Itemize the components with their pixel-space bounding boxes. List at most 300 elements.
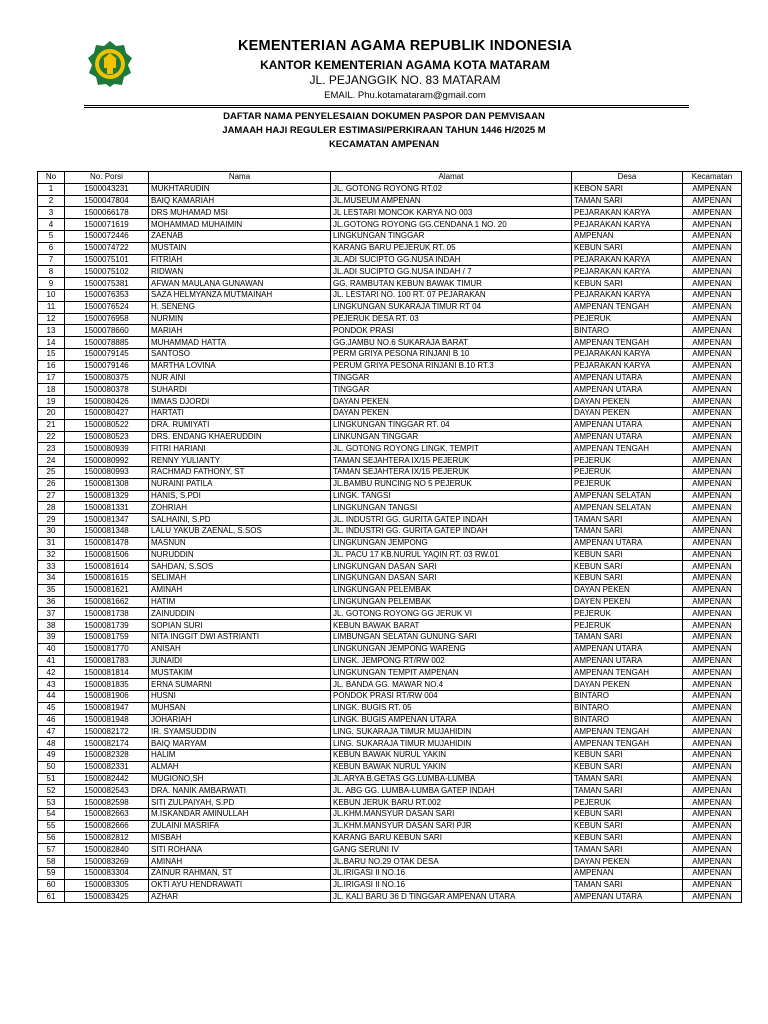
cell-alamat: PERM GRIYA PESONA RINJANI B 10 <box>331 348 572 360</box>
document-subtitle: JAMAAH HAJI REGULER ESTIMASI/PERKIRAAN TAHUN 1446 H/2025 M <box>222 125 546 136</box>
table-row <box>38 573 742 585</box>
cell-kecamatan: AMPENAN <box>683 254 742 266</box>
cell-porsi: 1500081759 <box>65 632 149 644</box>
cell-no: 57 <box>38 844 65 856</box>
cell-no: 49 <box>38 750 65 762</box>
table-row <box>38 490 742 502</box>
cell-desa: KEBUN SARI <box>572 561 683 573</box>
table-row <box>38 655 742 667</box>
table-row <box>38 360 742 372</box>
col-header-no: No <box>38 172 65 184</box>
table-row <box>38 714 742 726</box>
cell-porsi: 1500081738 <box>65 608 149 620</box>
cell-no: 18 <box>38 384 65 396</box>
table-row <box>38 702 742 714</box>
cell-kecamatan: AMPENAN <box>683 372 742 384</box>
cell-kecamatan: AMPENAN <box>683 596 742 608</box>
cell-desa: PEJERUK <box>572 455 683 467</box>
table-row <box>38 879 742 891</box>
cell-no: 51 <box>38 773 65 785</box>
cell-desa: PEJARAKAN KARYA <box>572 219 683 231</box>
col-header-alamat: Alamat <box>331 172 572 184</box>
cell-no: 41 <box>38 655 65 667</box>
table-row <box>38 537 742 549</box>
cell-nama: SAHDAN, S.SOS <box>149 561 331 573</box>
cell-nama: SOPIAN SURI <box>149 620 331 632</box>
table-row <box>38 525 742 537</box>
cell-alamat: DAYAN PEKEN <box>331 396 572 408</box>
cell-kecamatan: AMPENAN <box>683 891 742 903</box>
cell-desa: PEJERUK <box>572 608 683 620</box>
table-row <box>38 348 742 360</box>
cell-porsi: 1500075102 <box>65 266 149 278</box>
cell-alamat: LING. SUKARAJA TIMUR MUJAHIDIN <box>331 726 572 738</box>
cell-kecamatan: AMPENAN <box>683 266 742 278</box>
cell-nama: HARTATI <box>149 407 331 419</box>
cell-desa: TAMAN SARI <box>572 632 683 644</box>
cell-desa: KEBUN SARI <box>572 750 683 762</box>
cell-desa: PEJARAKAN KARYA <box>572 207 683 219</box>
table-row <box>38 230 742 242</box>
cell-no: 13 <box>38 325 65 337</box>
cell-nama: MISBAH <box>149 832 331 844</box>
cell-alamat: DAYAN PEKEN <box>331 407 572 419</box>
cell-kecamatan: AMPENAN <box>683 490 742 502</box>
cell-no: 25 <box>38 466 65 478</box>
cell-no: 16 <box>38 360 65 372</box>
cell-alamat: JL.BAMBU RUNCING NO 5 PEJERUK <box>331 478 572 490</box>
cell-no: 40 <box>38 643 65 655</box>
cell-nama: ERNA SUMARNI <box>149 679 331 691</box>
table-row <box>38 266 742 278</box>
cell-desa: PEJARAKAN KARYA <box>572 348 683 360</box>
cell-desa: PEJERUK <box>572 478 683 490</box>
document-title: DAFTAR NAMA PENYELESAIAN DOKUMEN PASPOR DAN PEMVISAAN <box>223 111 545 122</box>
cell-nama: DRA. RUMIYATI <box>149 419 331 431</box>
cell-nama: ANISAH <box>149 643 331 655</box>
cell-desa: DAYAN PEKEN <box>572 856 683 868</box>
cell-alamat: JL. GOTONG ROYONG LINGK. TEMPIT <box>331 443 572 455</box>
cell-alamat: LINGKUNGAN TANGSI <box>331 502 572 514</box>
cell-kecamatan: AMPENAN <box>683 655 742 667</box>
cell-porsi: 1500081814 <box>65 667 149 679</box>
cell-no: 48 <box>38 738 65 750</box>
cell-nama: ZAENAB <box>149 230 331 242</box>
cell-no: 56 <box>38 832 65 844</box>
table-row <box>38 643 742 655</box>
cell-no: 10 <box>38 289 65 301</box>
cell-no: 14 <box>38 337 65 349</box>
cell-porsi: 1500082598 <box>65 797 149 809</box>
cell-kecamatan: AMPENAN <box>683 396 742 408</box>
cell-no: 47 <box>38 726 65 738</box>
cell-porsi: 1500082666 <box>65 820 149 832</box>
cell-kecamatan: AMPENAN <box>683 360 742 372</box>
cell-porsi: 1500082328 <box>65 750 149 762</box>
cell-no: 29 <box>38 514 65 526</box>
table-row <box>38 289 742 301</box>
cell-nama: AMINAH <box>149 856 331 868</box>
cell-porsi: 1500066178 <box>65 207 149 219</box>
cell-no: 46 <box>38 714 65 726</box>
cell-kecamatan: AMPENAN <box>683 301 742 313</box>
table-row <box>38 596 742 608</box>
cell-kecamatan: AMPENAN <box>683 844 742 856</box>
col-header-kecamatan: Kecamatan <box>683 172 742 184</box>
cell-nama: MUHSAN <box>149 702 331 714</box>
cell-no: 61 <box>38 891 65 903</box>
cell-porsi: 1500081906 <box>65 691 149 703</box>
cell-desa: DAYAN PEKEN <box>572 679 683 691</box>
cell-desa: PEJERUK <box>572 797 683 809</box>
cell-alamat: KEBUN BAWAK NURUL YAKIN <box>331 761 572 773</box>
cell-no: 9 <box>38 278 65 290</box>
cell-porsi: 1500081783 <box>65 655 149 667</box>
cell-nama: MOHAMMAD MUHAIMIN <box>149 219 331 231</box>
cell-desa: AMPENAN TENGAH <box>572 667 683 679</box>
table-row <box>38 301 742 313</box>
cell-alamat: LINGKUNGAN JEMPONG WARENG <box>331 643 572 655</box>
cell-kecamatan: AMPENAN <box>683 514 742 526</box>
cell-porsi: 1500076958 <box>65 313 149 325</box>
cell-porsi: 1500083269 <box>65 856 149 868</box>
table-row <box>38 372 742 384</box>
cell-porsi: 1500082663 <box>65 809 149 821</box>
cell-desa: AMPENAN UTARA <box>572 643 683 655</box>
cell-alamat: GG. RAMBUTAN KEBUN BAWAK TIMUR <box>331 278 572 290</box>
header-divider-thick <box>84 107 689 108</box>
cell-alamat: TINGGAR <box>331 384 572 396</box>
cell-kecamatan: AMPENAN <box>683 455 742 467</box>
table-row <box>38 325 742 337</box>
cell-porsi: 1500080939 <box>65 443 149 455</box>
cell-no: 20 <box>38 407 65 419</box>
cell-porsi: 1500079145 <box>65 348 149 360</box>
cell-porsi: 1500081948 <box>65 714 149 726</box>
table-row <box>38 313 742 325</box>
cell-nama: SITI ROHANA <box>149 844 331 856</box>
cell-porsi: 1500081329 <box>65 490 149 502</box>
cell-alamat: JL. INDUSTRI GG. GURITA GATEP INDAH <box>331 525 572 537</box>
cell-no: 15 <box>38 348 65 360</box>
cell-no: 38 <box>38 620 65 632</box>
cell-desa: DAYAN PEKEN <box>572 584 683 596</box>
cell-nama: DRS. ENDANG KHAERUDDIN <box>149 431 331 443</box>
cell-no: 59 <box>38 868 65 880</box>
cell-no: 11 <box>38 301 65 313</box>
cell-kecamatan: AMPENAN <box>683 230 742 242</box>
table-row <box>38 254 742 266</box>
cell-porsi: 1500078660 <box>65 325 149 337</box>
cell-desa: PEJARAKAN KARYA <box>572 360 683 372</box>
cell-desa: TAMAN SARI <box>572 844 683 856</box>
cell-nama: FITRI HARIANI <box>149 443 331 455</box>
cell-kecamatan: AMPENAN <box>683 809 742 821</box>
cell-porsi: 1500081615 <box>65 573 149 585</box>
cell-alamat: JL. KALI BARU 36 D TINGGAR AMPENAN UTARA <box>331 891 572 903</box>
cell-nama: NURUDDIN <box>149 549 331 561</box>
cell-desa: AMPENAN UTARA <box>572 384 683 396</box>
cell-nama: RIDWAN <box>149 266 331 278</box>
cell-no: 30 <box>38 525 65 537</box>
cell-no: 39 <box>38 632 65 644</box>
cell-desa: KEBUN SARI <box>572 549 683 561</box>
cell-porsi: 1500043231 <box>65 183 149 195</box>
table-row <box>38 337 742 349</box>
cell-no: 54 <box>38 809 65 821</box>
cell-porsi: 1500082840 <box>65 844 149 856</box>
header-ministry: KEMENTERIAN AGAMA REPUBLIK INDONESIA <box>238 38 572 54</box>
cell-nama: HATIM <box>149 596 331 608</box>
cell-kecamatan: AMPENAN <box>683 797 742 809</box>
cell-porsi: 1500080427 <box>65 407 149 419</box>
cell-alamat: JL. INDUSTRI GG. GURITA GATEP INDAH <box>331 514 572 526</box>
table-row <box>38 785 742 797</box>
cell-nama: SALHAINI, S.PD <box>149 514 331 526</box>
cell-desa: AMPENAN UTARA <box>572 891 683 903</box>
table-row <box>38 832 742 844</box>
cell-desa: AMPENAN TENGAH <box>572 443 683 455</box>
cell-nama: MUHAMMAD HATTA <box>149 337 331 349</box>
cell-nama: SANTOSO <box>149 348 331 360</box>
kemenag-logo <box>86 40 134 88</box>
cell-porsi: 1500080523 <box>65 431 149 443</box>
cell-nama: JUNAIDI <box>149 655 331 667</box>
table-row <box>38 195 742 207</box>
cell-desa: KEBUN SARI <box>572 242 683 254</box>
cell-nama: MUKHTARUDIN <box>149 183 331 195</box>
cell-alamat: PONDOK PRASI <box>331 325 572 337</box>
cell-desa: BINTARO <box>572 714 683 726</box>
cell-alamat: GG.JAMBU NO.6 SUKARAJA BARAT <box>331 337 572 349</box>
cell-porsi: 1500080522 <box>65 419 149 431</box>
cell-porsi: 1500081947 <box>65 702 149 714</box>
cell-no: 44 <box>38 691 65 703</box>
cell-nama: DRS MUHAMAD MSI <box>149 207 331 219</box>
cell-kecamatan: AMPENAN <box>683 691 742 703</box>
cell-desa: PEJARAKAN KARYA <box>572 266 683 278</box>
cell-kecamatan: AMPENAN <box>683 761 742 773</box>
cell-alamat: TAMAN SEJAHTERA IX/15 PEJERUK <box>331 466 572 478</box>
cell-porsi: 1500075381 <box>65 278 149 290</box>
cell-nama: MUSTAIN <box>149 242 331 254</box>
cell-desa: KEBUN SARI <box>572 832 683 844</box>
cell-porsi: 1500081478 <box>65 537 149 549</box>
cell-porsi: 1500083304 <box>65 868 149 880</box>
col-header-nama: Nama <box>149 172 331 184</box>
cell-porsi: 1500082442 <box>65 773 149 785</box>
table-row <box>38 632 742 644</box>
cell-desa: PEJERUK <box>572 313 683 325</box>
cell-desa: PEJARAKAN KARYA <box>572 254 683 266</box>
cell-nama: ZAINUR RAHMAN, ST <box>149 868 331 880</box>
cell-desa: KEBUN SARI <box>572 809 683 821</box>
cell-alamat: LINGKUNGAN SUKARAJA TIMUR RT 04 <box>331 301 572 313</box>
table-row <box>38 207 742 219</box>
cell-porsi: 1500076524 <box>65 301 149 313</box>
cell-kecamatan: AMPENAN <box>683 431 742 443</box>
cell-kecamatan: AMPENAN <box>683 785 742 797</box>
cell-desa: TAMAN SARI <box>572 773 683 785</box>
cell-alamat: JL.IRIGASI II NO.16 <box>331 879 572 891</box>
cell-porsi: 1500072446 <box>65 230 149 242</box>
cell-alamat: PONDOK PRASI RT/RW 004 <box>331 691 572 703</box>
cell-desa: KEBUN SARI <box>572 573 683 585</box>
cell-porsi: 1500082543 <box>65 785 149 797</box>
cell-desa: AMPENAN UTARA <box>572 419 683 431</box>
cell-porsi: 1500071619 <box>65 219 149 231</box>
cell-kecamatan: AMPENAN <box>683 561 742 573</box>
cell-alamat: LINGK. TANGSI <box>331 490 572 502</box>
cell-no: 1 <box>38 183 65 195</box>
cell-nama: NUR AINI <box>149 372 331 384</box>
cell-no: 3 <box>38 207 65 219</box>
cell-porsi: 1500081347 <box>65 514 149 526</box>
cell-alamat: KEBUN BAWAK NURUL YAKIN <box>331 750 572 762</box>
cell-alamat: TAMAN SEJAHTERA IX/15 PEJERUK <box>331 455 572 467</box>
table-row <box>38 419 742 431</box>
cell-kecamatan: AMPENAN <box>683 278 742 290</box>
cell-kecamatan: AMPENAN <box>683 443 742 455</box>
cell-nama: MASNUN <box>149 537 331 549</box>
cell-nama: FITRIAH <box>149 254 331 266</box>
cell-desa: AMPENAN SELATAN <box>572 502 683 514</box>
table-row <box>38 620 742 632</box>
cell-alamat: JL.IRIGASI II NO.16 <box>331 868 572 880</box>
cell-no: 31 <box>38 537 65 549</box>
table-row <box>38 797 742 809</box>
cell-alamat: LINGK. BUGIS AMPENAN UTARA <box>331 714 572 726</box>
header-office: KANTOR KEMENTERIAN AGAMA KOTA MATARAM <box>260 58 550 72</box>
table-row <box>38 608 742 620</box>
cell-kecamatan: AMPENAN <box>683 584 742 596</box>
cell-nama: AMINAH <box>149 584 331 596</box>
cell-kecamatan: AMPENAN <box>683 879 742 891</box>
cell-porsi: 1500074722 <box>65 242 149 254</box>
cell-desa: DAYAN PEKEN <box>572 396 683 408</box>
cell-no: 43 <box>38 679 65 691</box>
cell-nama: HUSNI <box>149 691 331 703</box>
table-row <box>38 561 742 573</box>
cell-no: 50 <box>38 761 65 773</box>
table-row <box>38 278 742 290</box>
cell-porsi: 1500081348 <box>65 525 149 537</box>
cell-no: 19 <box>38 396 65 408</box>
cell-alamat: JL.ADI SUCIPTO GG.NUSA INDAH <box>331 254 572 266</box>
cell-no: 7 <box>38 254 65 266</box>
cell-kecamatan: AMPENAN <box>683 702 742 714</box>
table-row <box>38 773 742 785</box>
cell-alamat: LINGKUNGAN TINGGAR <box>331 230 572 242</box>
cell-nama: JOHARIAH <box>149 714 331 726</box>
cell-no: 58 <box>38 856 65 868</box>
cell-alamat: JL. ABG GG. LUMBA-LUMBA GATEP INDAH <box>331 785 572 797</box>
cell-desa: PEJERUK <box>572 620 683 632</box>
cell-no: 52 <box>38 785 65 797</box>
cell-nama: RACHMAD FATHONY, ST <box>149 466 331 478</box>
cell-nama: SUHARDI <box>149 384 331 396</box>
cell-kecamatan: AMPENAN <box>683 856 742 868</box>
table-row <box>38 809 742 821</box>
table-row <box>38 455 742 467</box>
cell-kecamatan: AMPENAN <box>683 195 742 207</box>
cell-no: 36 <box>38 596 65 608</box>
cell-alamat: KEBUN BAWAK BARAT <box>331 620 572 632</box>
cell-kecamatan: AMPENAN <box>683 620 742 632</box>
cell-no: 23 <box>38 443 65 455</box>
cell-nama: ALMAH <box>149 761 331 773</box>
cell-porsi: 1500081662 <box>65 596 149 608</box>
cell-alamat: LINKUNGAN TINGGAR <box>331 431 572 443</box>
cell-desa: TAMAN SARI <box>572 879 683 891</box>
cell-porsi: 1500081739 <box>65 620 149 632</box>
cell-no: 32 <box>38 549 65 561</box>
cell-nama: MUGIONO,SH <box>149 773 331 785</box>
cell-desa: TAMAN SARI <box>572 785 683 797</box>
cell-nama: HALIM <box>149 750 331 762</box>
cell-kecamatan: AMPENAN <box>683 608 742 620</box>
table-row <box>38 667 742 679</box>
cell-no: 27 <box>38 490 65 502</box>
cell-alamat: LINGK. BUGIS RT. 05 <box>331 702 572 714</box>
cell-porsi: 1500081621 <box>65 584 149 596</box>
cell-alamat: GANG SERUNI IV <box>331 844 572 856</box>
cell-desa: AMPENAN TENGAH <box>572 738 683 750</box>
cell-desa: BINTARO <box>572 691 683 703</box>
cell-kecamatan: AMPENAN <box>683 714 742 726</box>
cell-alamat: LINGKUNGAN TEMPIT AMPENAN <box>331 667 572 679</box>
cell-desa: AMPENAN <box>572 230 683 242</box>
cell-desa: AMPENAN TENGAH <box>572 301 683 313</box>
cell-alamat: PERUM GRIYA PESONA RINJANI B.10 RT.3 <box>331 360 572 372</box>
cell-alamat: JL.GOTONG ROYONG GG.CENDANA 1 NO. 20 <box>331 219 572 231</box>
cell-porsi: 1500082172 <box>65 726 149 738</box>
cell-no: 22 <box>38 431 65 443</box>
cell-nama: NURMIN <box>149 313 331 325</box>
cell-desa: PEJERUK <box>572 466 683 478</box>
cell-no: 12 <box>38 313 65 325</box>
table-row <box>38 750 742 762</box>
cell-no: 6 <box>38 242 65 254</box>
cell-kecamatan: AMPENAN <box>683 750 742 762</box>
cell-kecamatan: AMPENAN <box>683 573 742 585</box>
cell-porsi: 1500080993 <box>65 466 149 478</box>
cell-nama: HANIS, S.PDI <box>149 490 331 502</box>
cell-desa: AMPENAN TENGAH <box>572 726 683 738</box>
cell-porsi: 1500081770 <box>65 643 149 655</box>
cell-alamat: PEJERUK DESA RT. 03 <box>331 313 572 325</box>
cell-no: 4 <box>38 219 65 231</box>
table-row <box>38 407 742 419</box>
cell-nama: RENNY YULIANTY <box>149 455 331 467</box>
cell-kecamatan: AMPENAN <box>683 219 742 231</box>
cell-porsi: 1500081331 <box>65 502 149 514</box>
cell-kecamatan: AMPENAN <box>683 643 742 655</box>
header-address: JL. PEJANGGIK NO. 83 MATARAM <box>309 73 501 87</box>
cell-alamat: JL.KHM.MANSYUR DASAN SARI <box>331 809 572 821</box>
cell-no: 34 <box>38 573 65 585</box>
cell-nama: ZAINUDDIN <box>149 608 331 620</box>
cell-kecamatan: AMPENAN <box>683 820 742 832</box>
cell-nama: SAZA HELMYANZA MUTMAINAH <box>149 289 331 301</box>
cell-desa: AMPENAN UTARA <box>572 655 683 667</box>
cell-porsi: 1500080992 <box>65 455 149 467</box>
cell-nama: NURAINI PATILA <box>149 478 331 490</box>
cell-nama: IR. SYAMSUDDIN <box>149 726 331 738</box>
cell-desa: TAMAN SARI <box>572 525 683 537</box>
cell-nama: DRA. NANIK AMBARWATI <box>149 785 331 797</box>
cell-kecamatan: AMPENAN <box>683 384 742 396</box>
